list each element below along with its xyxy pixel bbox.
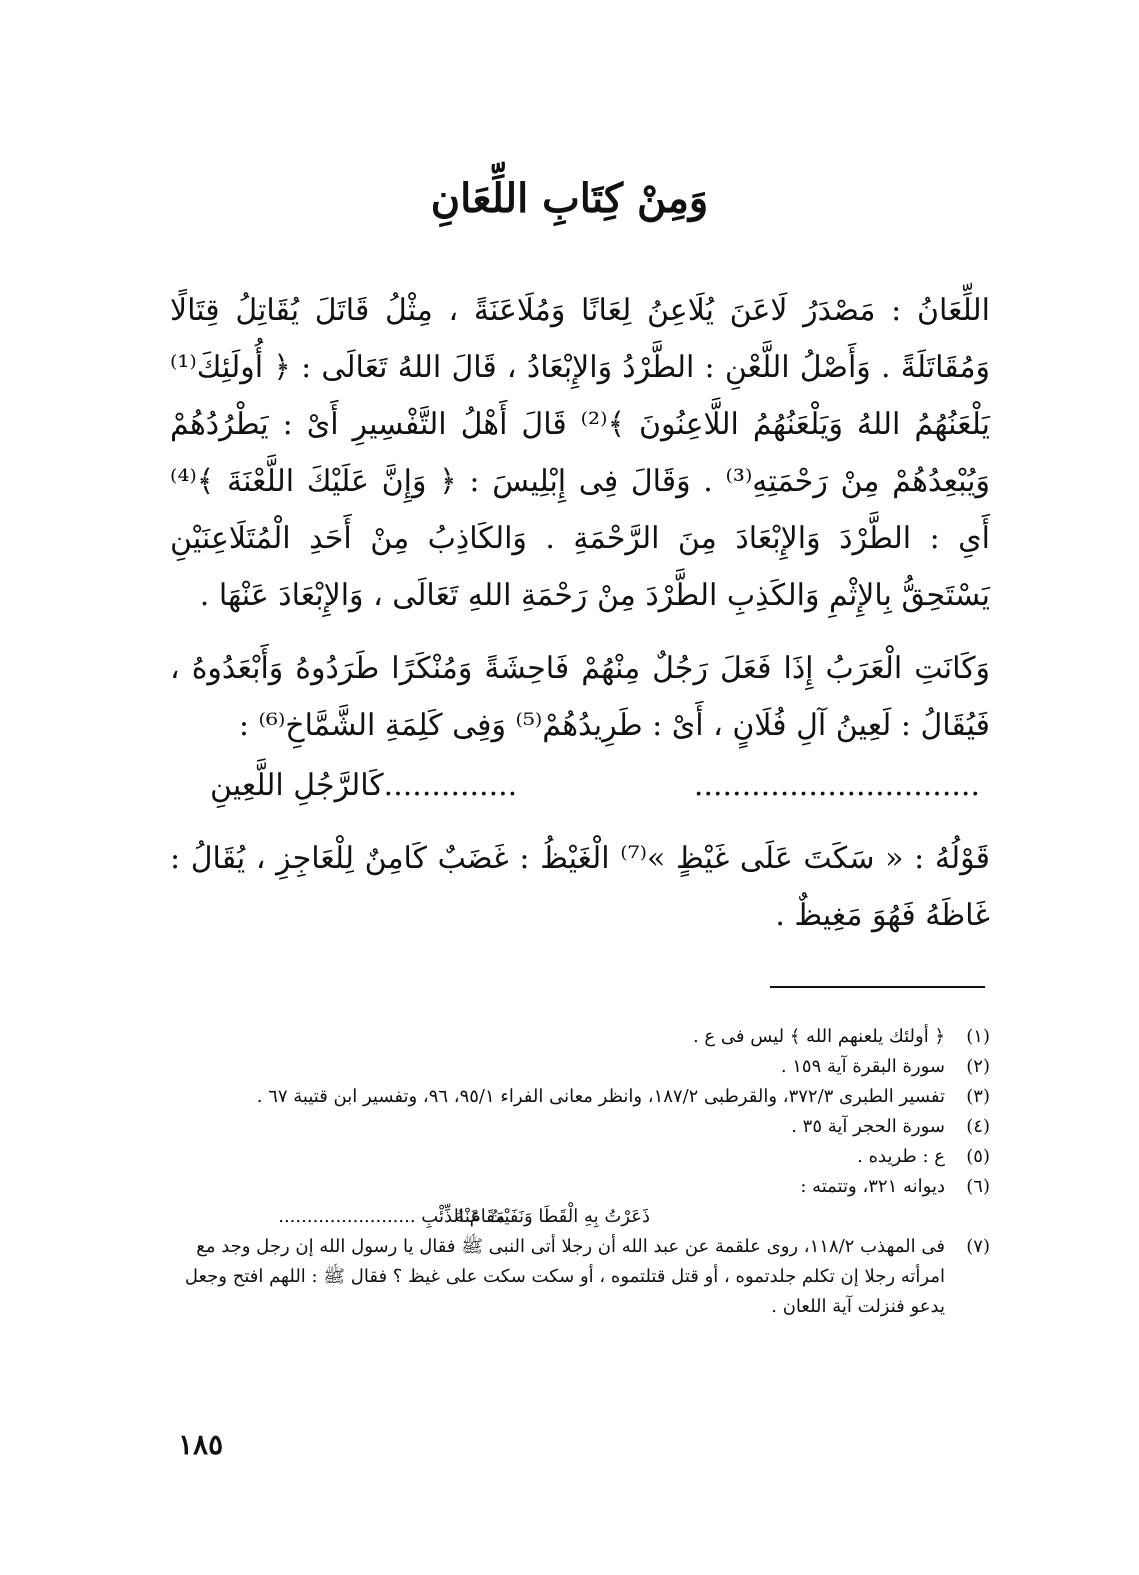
chapter-title: وَمِنْ كِتَابِ اللِّعَانِ [430,175,709,222]
footnotes-list [170,1022,990,1322]
footnote-item [170,1022,990,1052]
footnote-number: (٧) [966,1236,990,1257]
footnote-divider [770,986,985,988]
footnote-text: سورة الحجر آية ٣٥ . [791,1116,945,1137]
verse-first-hemistich: .............................. [693,768,980,803]
footnote-item [170,1052,990,1082]
footnote-item [170,1112,990,1142]
footnote-number: (٥) [966,1146,990,1167]
body-paragraph-1 [170,282,990,624]
footnote-number: (٤) [966,1116,990,1137]
verse-second-hemistich: ..............كَالرَّجُلِ اللَّعِينِ [210,768,518,803]
footnote-item [170,1142,990,1172]
paragraph-text: اللِّعَانُ : مَصْدَرُ لَاعَنَ يُلَاعِنُ لِعَانًا وَمُلَاعَنَةً ، مِثْلُ قَاتَلَ يُقَاتِلُ قِتَالًا وَمُقَاتَلَةً . وَأَصْلُ اللَّعْنِ : الطَّرْدُ وَالإِبْعَادُ ، قَالَ اللهُ تَعَالَى : ﴿ أُولَئِكَ⁽¹⁾ يَلْعَنُهُمُ اللهُ وَيَلْعَنُهُمُ اللَّاعِنُونَ ﴾⁽²⁾ قَالَ أَهْلُ التَّفْسِيرِ أَىْ : يَطْرُدُهُمْ وَيُبْعِدُهُمْ مِنْ رَحْمَتِهِ⁽³⁾ . وَقَالَ فِى إِبْلِيسَ : ﴿ وَإِنَّ عَلَيْكَ اللَّعْنَةَ ﴾⁽⁴⁾ أَىِ : الطَّرْدَ وَالإِبْعَادَ مِنَ الرَّحْمَةِ . وَالكَاذِبُ مِنْ أَحَدِ الْمُتَلَاعِنَيْنِ يَسْتَحِقُّ بِالإِثْمِ وَالكَذِبِ الطَّرْدَ مِنْ رَحْمَةِ اللهِ تَعَالَى ، وَالإِبْعَادَ عَنْهَا . [170,293,990,613]
footnote-text: سورة البقرة آية ١٥٩ . [780,1056,945,1077]
footnote-number: (٦) [966,1176,990,1197]
footnote-text: ع : طريده . [857,1146,945,1167]
footnote-text: ﴿ أولئك يلعنهم الله ﴾ ليس فى ع . [692,1026,945,1047]
footnote-text: ديوانه ٣٢١، وتتمته : [800,1176,945,1197]
footnote-text: فى المهذب ١١٨/٢، روى علقمة عن عبد الله أن رجلا أتى النبى ﷺ فقال يا رسول الله إن رجل وجد مع امرأته رجلا إن تكلم جلدتموه ، أو قتل قتلتموه ، أو سكت سكت على غيظ ؟ فقال ﷺ : اللهم افتح وجعل يدعو فنزلت آية اللعان . [184,1236,945,1317]
footnote-number: (١) [966,1026,990,1047]
footnote-item [170,1172,990,1202]
footnote-verse-second: مَقَامَ الذِّئْبِ ........................ [278,1206,505,1227]
footnote-number: (٣) [966,1086,990,1107]
footnote-verse-first: ذَعَرْتُ بِهِ الْقَطَا وَنَفَيْتُ عَنْهُ [455,1206,650,1227]
footnote-item [170,1082,990,1112]
footnote-verse [170,1202,900,1232]
footnote-text: تفسير الطبرى ٣٧٢/٣، والقرطبى ١٨٧/٢، وانظر معانى الفراء ٩٥/١، ٩٦، وتفسير ابن قتيبة ٦٧ . [256,1086,945,1107]
footnote-number: (٢) [966,1056,990,1077]
paragraph-text: قَوْلُهُ : « سَكَتَ عَلَى غَيْظٍ »⁽⁷⁾ الْغَيْظُ : غَضَبٌ كَامِنٌ لِلْعَاجِزِ ، يُقَالُ : غَاظَهُ فَهُوَ مَغِيظٌ . [170,841,990,933]
body-paragraph-3 [170,830,990,944]
paragraph-text: وَكَانَتِ الْعَرَبُ إِذَا فَعَلَ رَجُلٌ مِنْهُمْ فَاحِشَةً وَمُنْكَرًا طَرَدُوهُ وَأَبْعَدُوهُ ، فَيُقَالُ : لَعِينُ آلِ فُلَانٍ ، أَىْ : طَرِيدُهُمْ⁽⁵⁾ وَفِى كَلِمَةِ الشَّمَّاخِ⁽⁶⁾ : [170,651,990,743]
poetry-verse [210,768,980,816]
page-number: ١٨٥ [178,1428,224,1461]
footnote-item [170,1232,990,1322]
footnote-verse-line [170,1202,990,1232]
body-paragraph-2 [170,640,990,754]
